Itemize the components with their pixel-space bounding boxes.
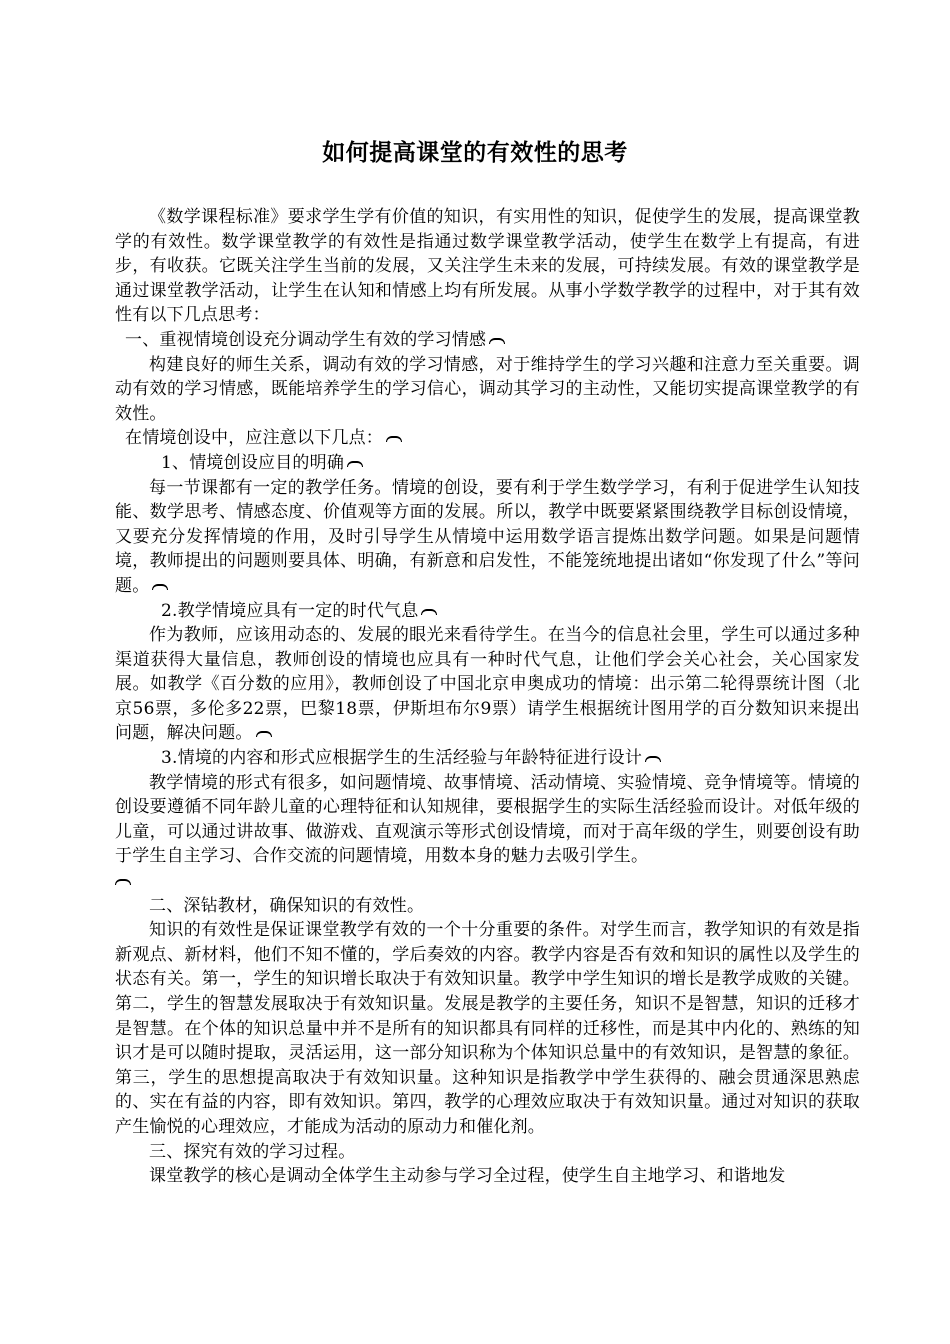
document-body	[115, 205, 860, 1189]
subheading-1	[115, 451, 860, 476]
paragraph-3	[115, 623, 860, 746]
subheading-3-text: 3.情境的内容和形式应根据学生的生活经验与年龄特征进行设计	[161, 748, 643, 769]
paragraph-mark-icon	[115, 877, 133, 886]
paragraph-mark-icon	[421, 607, 439, 616]
subheading-2-text: 2.教学情境应具有一定的时代气息	[161, 600, 419, 621]
paragraph-mark-icon	[645, 754, 663, 763]
paragraph-5: 知识的有效性是保证课堂教学有效的一个十分重要的条件。对学生而言，教学知识的有效是指新观点、新材料，他们不知不懂的，学后奏效的内容。教学内容是否有效和知识的属性以及学生的状态有关。第一，学生的知识增长取决于有效知识量。教学中学生知识的增长是教学成败的关键。第二，学生的智慧发展取决于有效知识量。发展是教学的主要任务，知识不是智慧，知识的迁移才是智慧。在个体的知识总量中并不是所有的知识都具有同样的迁移性，而是其中内化的、熟练的知识才是可以随时提取，灵活运用，这一部分知识称为个体知识总量中的有效知识，是智慧的象征。第三，学生的思想提高取决于有效知识量。这种知识是指教学中学生获得的、融会贯通深思熟虑的、实在有益的内容，即有效知识。第四，教学的心理效应取决于有效知识量。通过对知识的获取产生愉悦的心理效应，才能成为活动的原动力和催化剂。	[115, 920, 860, 1137]
intro-paragraph: 《数学课程标准》要求学生学有价值的知识，有实用性的知识，促使学生的发展，提高课堂教学的有效性。数学课堂教学的有效性是指通过数学课堂教学活动，使学生在数学上有提高，有进步，有收获。它既关注学生当前的发展，又关注学生未来的发展，可持续发展。有效的课堂教学是通过课堂教学活动，让学生在认知和情感上均有所发展。从事小学数学教学的过程中，对于其有效性有以下几点思考：	[115, 207, 860, 326]
paragraph-mark-icon	[489, 336, 507, 345]
section-heading-2: 二、深钻教材，确保知识的有效性。	[149, 895, 425, 916]
paragraph-3-text: 作为教师，应该用动态的、发展的眼光来看待学生。在当今的信息社会里，学生可以通过多种渠道获得大量信息，教师创设的情境也应具有一种时代气息，让他们学会关心社会，关心国家发展。如教学《百分数的应用》，教师创设了中国北京申奥成功的情境：出示第二轮得票统计图（北京56票，多伦多22票，巴黎18票，伊斯坦布尔9票）请学生根据统计图用学的百分数知识来提出问题，解决问题。	[115, 625, 860, 744]
subheading-2	[115, 599, 860, 624]
section-heading-3: 三、探究有效的学习过程。	[149, 1141, 356, 1162]
subheading-3	[115, 746, 860, 771]
paragraph-4: 教学情境的形式有很多，如问题情境、故事情境、活动情境、实验情境、竞争情境等。情境的创设要遵循不同年龄儿童的心理特征和认知规律，要根据学生的实际生活经验而设计。对低年级的儿童，可以通过讲故事、做游戏、直观演示等形式创设情境，而对于高年级的学生，则要创设有助于学生自主学习、合作交流的问题情境，用数本身的魅力去吸引学生。	[115, 772, 860, 867]
paragraph-6: 课堂教学的核心是调动全体学生主动参与学习全过程，使学生自主地学习、和谐地发	[149, 1166, 786, 1187]
paragraph-2	[115, 476, 860, 599]
page-title: 如何提高课堂的有效性的思考	[322, 139, 628, 166]
subheading-1-text: 1、情境创设应目的明确	[161, 452, 345, 473]
paragraph-mark-icon	[256, 729, 274, 738]
paragraph-1b	[115, 426, 860, 451]
paragraph-1: 构建良好的师生关系，调动有效的学习情感，对于维持学生的学习兴趣和注意力至关重要。调动有效的学习情感，既能培养学生的学习信心，调动其学习的主动性，又能切实提高课堂教学的有效性。	[115, 354, 860, 424]
paragraph-mark-icon	[152, 582, 170, 591]
section-heading-1-text: 一、重视情境创设充分调动学生有效的学习情感	[125, 329, 487, 350]
paragraph-mark-icon	[386, 434, 404, 443]
paragraph-mark-line	[115, 869, 860, 894]
section-heading-1	[115, 328, 860, 353]
paragraph-mark-icon	[347, 459, 365, 468]
paragraph-2-text: 每一节课都有一定的教学任务。情境的创设，要有利于学生数学学习，有利于促进学生认知技能、数学思考、情感态度、价值观等方面的发展。所以，教学中既要紧紧围绕教学目标创设情境，又要充分发挥情境的作用，及时引导学生从情境中运用数学语言提炼出数学问题。如果是问题情境，教师提出的问题则要具体、明确，有新意和启发性，不能笼统地提出诸如“你发现了什么”等问题。	[115, 477, 860, 596]
paragraph-1b-text: 在情境创设中，应注意以下几点：	[125, 428, 383, 449]
